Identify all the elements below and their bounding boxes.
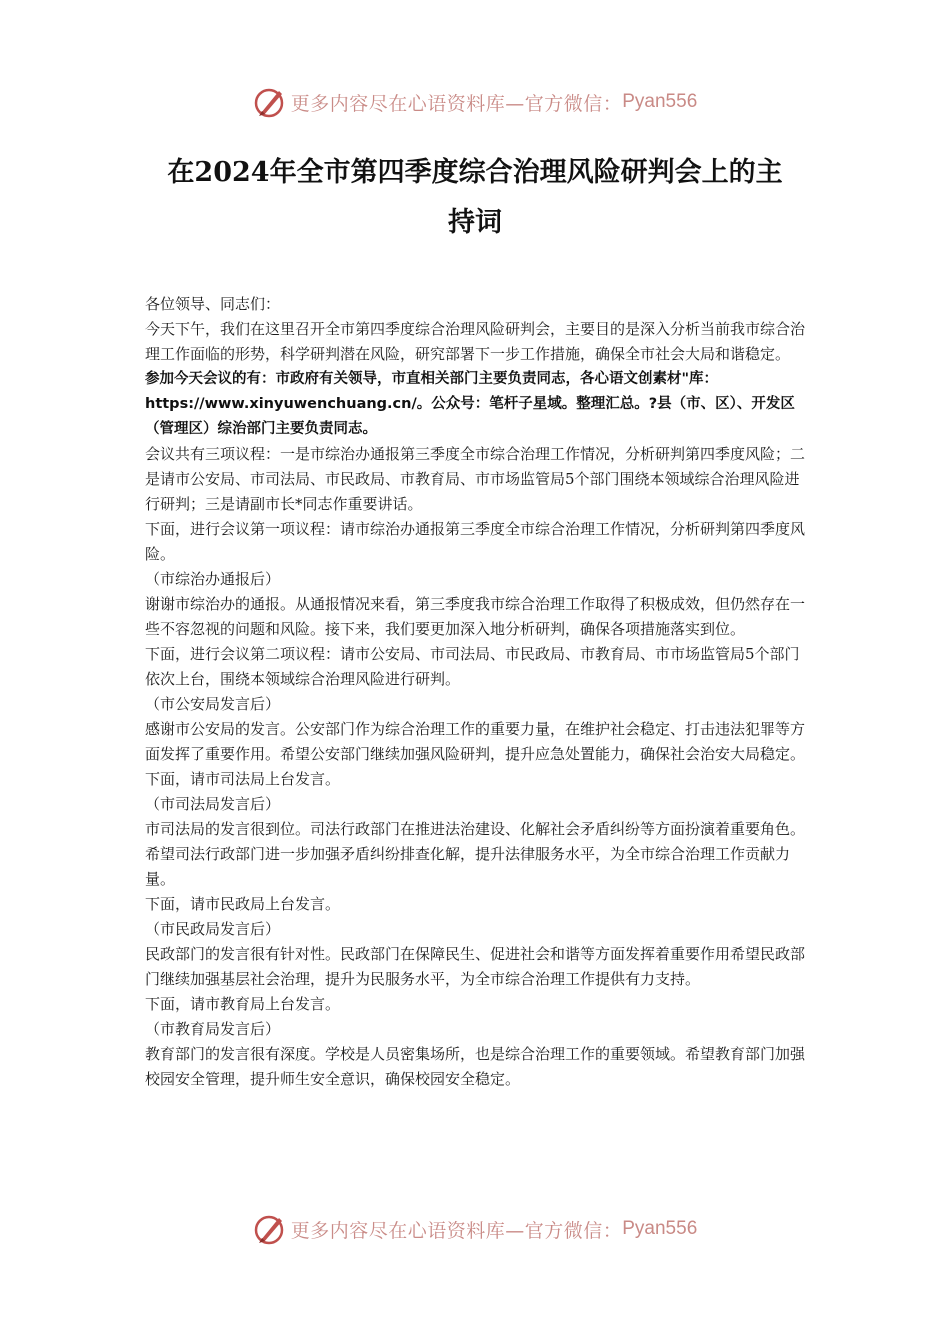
paragraph: 下面，进行会议第一项议程：请市综治办通报第三季度全市综合治理工作情况，分析研判第四季度风险。: [145, 520, 806, 563]
page-title: [120, 148, 830, 248]
quill-pen-logo-icon: [253, 1212, 287, 1246]
paragraph: （市教育局发言后）: [145, 1020, 281, 1038]
paragraph-attendees: 参加今天会议的有：市政府有关领导，市直相关部门主要负责同志，各心语文创素材"库：https://www.xinyuwenchuang.cn/。公众号：笔杆子星域。整理汇总。?县（市、区）、开发区（管理区）综治部门主要负责同志。: [145, 371, 795, 437]
banner-handle: Pyan556: [622, 1218, 698, 1239]
paragraph: 谢谢市综治办的通报。从通报情况来看，第三季度我市综合治理工作取得了积极成效，但仍然存在一些不容忽视的问题和风险。接下来，我们要更加深入地分析研判，确保各项措施落实到位。: [145, 595, 806, 638]
paragraph: 民政部门的发言很有针对性。民政部门在保障民生、促进社会和谐等方面发挥着重要作用希望民政部门继续加强基层社会治理，提升为民服务水平，为全市综合治理工作提供有力支持。: [145, 945, 806, 988]
paragraph: 市司法局的发言很到位。司法行政部门在推进法治建设、化解社会矛盾纠纷等方面扮演着重要角色。希望司法行政部门进一步加强矛盾纠纷排查化解，提升法律服务水平，为全市综合治理工作贡献力量。: [145, 820, 806, 888]
paragraph: 下面，请市教育局上台发言。: [145, 995, 341, 1013]
paragraph: 今天下午，我们在这里召开全市第四季度综合治理风险研判会，主要目的是深入分析当前我市综合治理工作面临的形势，科学研判潜在风险，研究部署下一步工作措施，确保全市社会大局和谐稳定。: [145, 320, 806, 363]
banner-handle: Pyan556: [622, 91, 698, 112]
banner-text: 更多内容尽在心语资料库—官方微信：: [290, 1219, 623, 1242]
paragraph: 教育部门的发言很有深度。学校是人员密集场所，也是综合治理工作的重要领域。希望教育部门加强校园安全管理，提升师生安全意识，确保校园安全稳定。: [145, 1045, 806, 1088]
paragraph: 下面，请市司法局上台发言。: [145, 770, 341, 788]
paragraph: 下面，进行会议第二项议程：请市公安局、市司法局、市民政局、市教育局、市市场监管局5个部门依次上台，围绕本领域综合治理风险进行研判。: [145, 645, 800, 688]
paragraph: （市民政局发言后）: [145, 920, 281, 938]
header-watermark-banner: [0, 82, 950, 122]
document-body: [145, 292, 810, 1092]
footer-watermark-banner: [0, 1209, 950, 1249]
paragraph: 各位领导、同志们：: [145, 295, 281, 313]
title-line-1: 在2024年全市第四季度综合治理风险研判会上的主: [167, 157, 783, 188]
paragraph: 感谢市公安局的发言。公安部门作为综合治理工作的重要力量，在维护社会稳定、打击违法犯罪等方面发挥了重要作用。希望公安部门继续加强风险研判，提升应急处置能力，确保社会治安大局稳定。: [145, 720, 806, 763]
paragraph: 会议共有三项议程：一是市综治办通报第三季度全市综合治理工作情况，分析研判第四季度风险；二是请市公安局、市司法局、市民政局、市教育局、市市场监管局5个部门围绕本领域综合治理风险进行研判；三是请副市长*同志作重要讲话。: [145, 445, 806, 513]
quill-pen-logo-icon: [253, 85, 287, 119]
title-line-2: 持词: [448, 207, 502, 238]
paragraph: （市综治办通报后）: [145, 570, 281, 588]
paragraph: （市司法局发言后）: [145, 795, 281, 813]
banner-text: 更多内容尽在心语资料库—官方微信：: [290, 92, 623, 115]
paragraph: 下面，请市民政局上台发言。: [145, 895, 341, 913]
paragraph: （市公安局发言后）: [145, 695, 281, 713]
